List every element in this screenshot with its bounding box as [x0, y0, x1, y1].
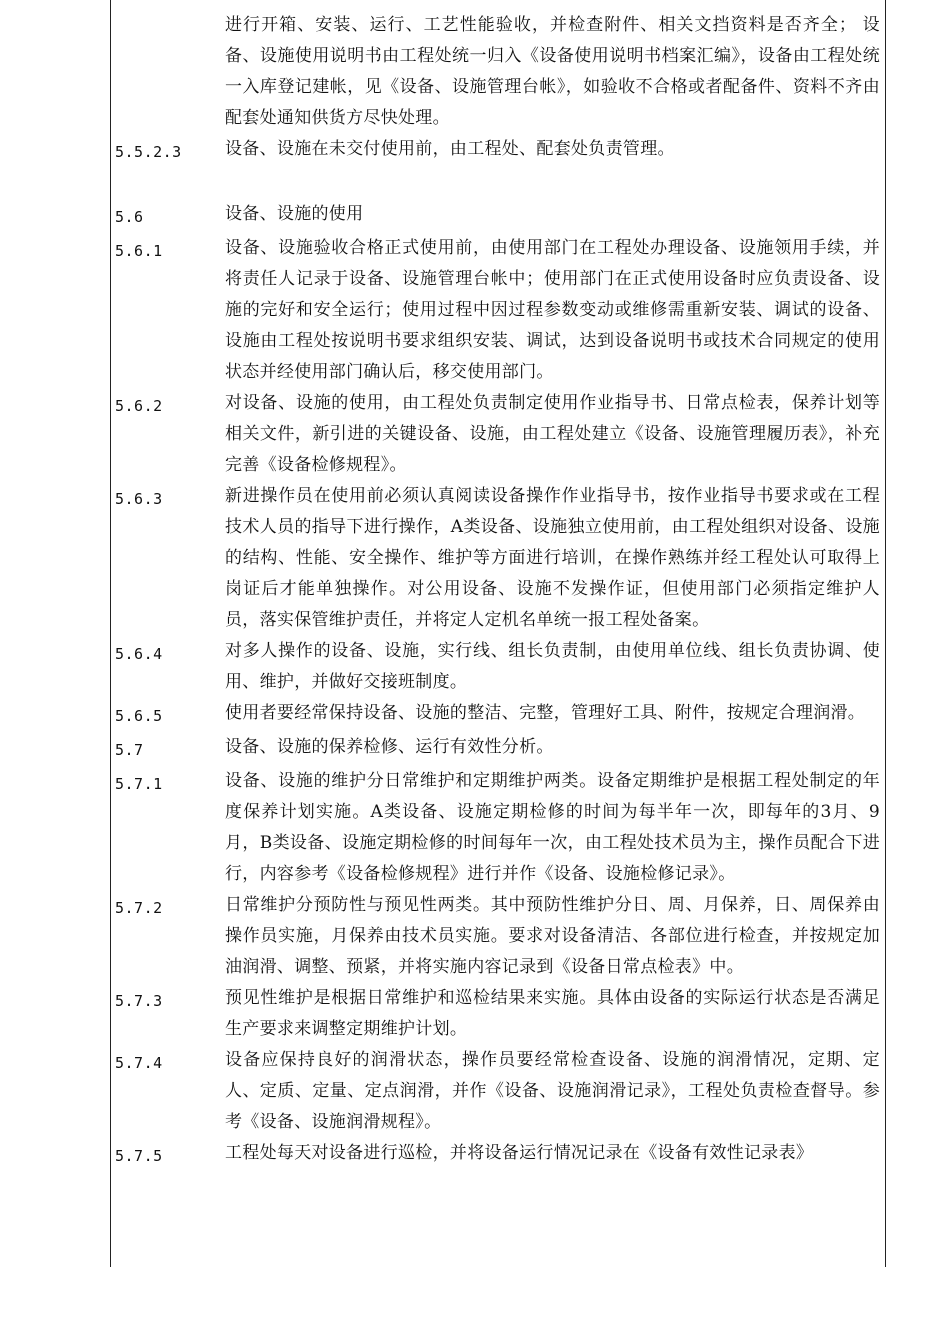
clause-5-7-4 — [115, 1045, 880, 1138]
clause-number: 5.6.2 — [115, 397, 163, 415]
clause-number: 5.7.5 — [115, 1147, 163, 1165]
clause-number: 5.5.2.3 — [115, 143, 182, 161]
clause-number: 5.7.2 — [115, 899, 163, 917]
clause-5-5-2-2-continued — [115, 10, 880, 134]
section-title: 设备、设施的使用 — [225, 204, 364, 224]
clause-number: 5.6.5 — [115, 707, 163, 725]
clause-number: 5.7.3 — [115, 992, 163, 1010]
clause-text: 日常维护分预防性与预见性两类。其中预防性维护分日、周、月保养，日、周保养由操作员实施，月保养由技术员实施。要求对设备清洁、各部位进行检查，并按规定加油润滑、调整、预紧，并将实施内容记录到《设备日常点检表》中。 — [225, 895, 880, 977]
clause-text: 设备、设施验收合格正式使用前，由使用部门在工程处办理设备、设施领用手续，并将责任人记录于设备、设施管理台帐中；使用部门在正式使用设备时应负责设备、设施的完好和安全运行；使用过程中因过程参数变动或维修需重新安装、调试的设备、设施由工程处按说明书要求组织安装、调试，达到设备说明书或技术合同规定的使用状态并经使用部门确认后，移交使用部门。 — [225, 238, 880, 382]
clause-number: 5.7.4 — [115, 1054, 163, 1072]
clause-number: 5.7.1 — [115, 775, 163, 793]
section-5-7-heading — [115, 732, 880, 766]
clause-5-6-1 — [115, 233, 880, 388]
clause-5-6-3 — [115, 481, 880, 636]
clause-5-6-4 — [115, 636, 880, 698]
clause-5-7-5 — [115, 1138, 880, 1172]
document-body — [115, 10, 880, 1172]
clause-5-7-2 — [115, 890, 880, 983]
clause-5-7-1 — [115, 766, 880, 890]
clause-5-6-2 — [115, 388, 880, 481]
clause-text: 设备、设施在未交付使用前，由工程处、配套处负责管理。 — [225, 139, 675, 159]
clause-text: 对设备、设施的使用，由工程处负责制定使用作业指导书、日常点检表，保养计划等相关文件，新引进的关键设备、设施，由工程处建立《设备、设施管理履历表》，补充完善《设备检修规程》。 — [225, 393, 880, 475]
section-title: 设备、设施的保养检修、运行有效性分析。 — [225, 737, 554, 757]
clause-5-6-5 — [115, 698, 880, 732]
clause-number — [115, 10, 225, 13]
clause-text: 使用者要经常保持设备、设施的整洁、完整，管理好工具、附件，按规定合理润滑。 — [225, 703, 866, 723]
clause-text: 工程处每天对设备进行巡检，并将设备运行情况记录在《设备有效性记录表》 — [225, 1143, 814, 1163]
clause-number: 5.6.4 — [115, 645, 163, 663]
clause-number: 5.6.3 — [115, 490, 163, 508]
clause-text: 新进操作员在使用前必须认真阅读设备操作作业指导书，按作业指导书要求或在工程技术人员的指导下进行操作，A类设备、设施独立使用前，由工程处组织对设备、设施的结构、性能、安全操作、维护等方面进行培训，在操作熟练并经工程处认可取得上岗证后才能单独操作。对公用设备、设施不发操作证，但使用部门必须指定维护人员，落实保管维护责任，并将定人定机名单统一报工程处备案。 — [225, 486, 880, 630]
spacer — [115, 168, 880, 199]
clause-text: 设备、设施的维护分日常维护和定期维护两类。设备定期维护是根据工程处制定的年度保养计划实施。A类设备、设施定期检修的时间为每半年一次，即每年的3月、9月，B类设备、设施定期检修的时间每年一次，由工程处技术员为主，操作员配合下进行，内容参考《设备检修规程》进行并作《设备、设施检修记录》。 — [225, 771, 880, 884]
clause-number: 5.6.1 — [115, 242, 163, 260]
clause-5-7-3 — [115, 983, 880, 1045]
section-number: 5.6 — [115, 208, 144, 226]
clause-text: 进行开箱、安装、运行、工艺性能验收，并检查附件、相关文挡资料是否齐全； 设备、设施使用说明书由工程处统一归入《设备使用说明书档案汇编》，设备由工程处统一入库登记建帐，见《设备、设施管理台帐》，如验收不合格或者配备件、资料不齐由配套处通知供货方尽快处理。 — [225, 15, 880, 128]
clause-5-5-2-3 — [115, 134, 880, 168]
clause-text: 对多人操作的设备、设施，实行线、组长负责制，由使用单位线、组长负责协调、使用、维护，并做好交接班制度。 — [225, 641, 880, 692]
section-5-6-heading — [115, 199, 880, 233]
clause-text: 设备应保持良好的润滑状态，操作员要经常检查设备、设施的润滑情况，定期、定人、定质、定量、定点润滑，并作《设备、设施润滑记录》，工程处负责检查督导。参考《设备、设施润滑规程》。 — [225, 1050, 880, 1132]
clause-text: 预见性维护是根据日常维护和巡检结果来实施。具体由设备的实际运行状态是否满足生产要求来调整定期维护计划。 — [225, 988, 880, 1039]
section-number: 5.7 — [115, 741, 144, 759]
